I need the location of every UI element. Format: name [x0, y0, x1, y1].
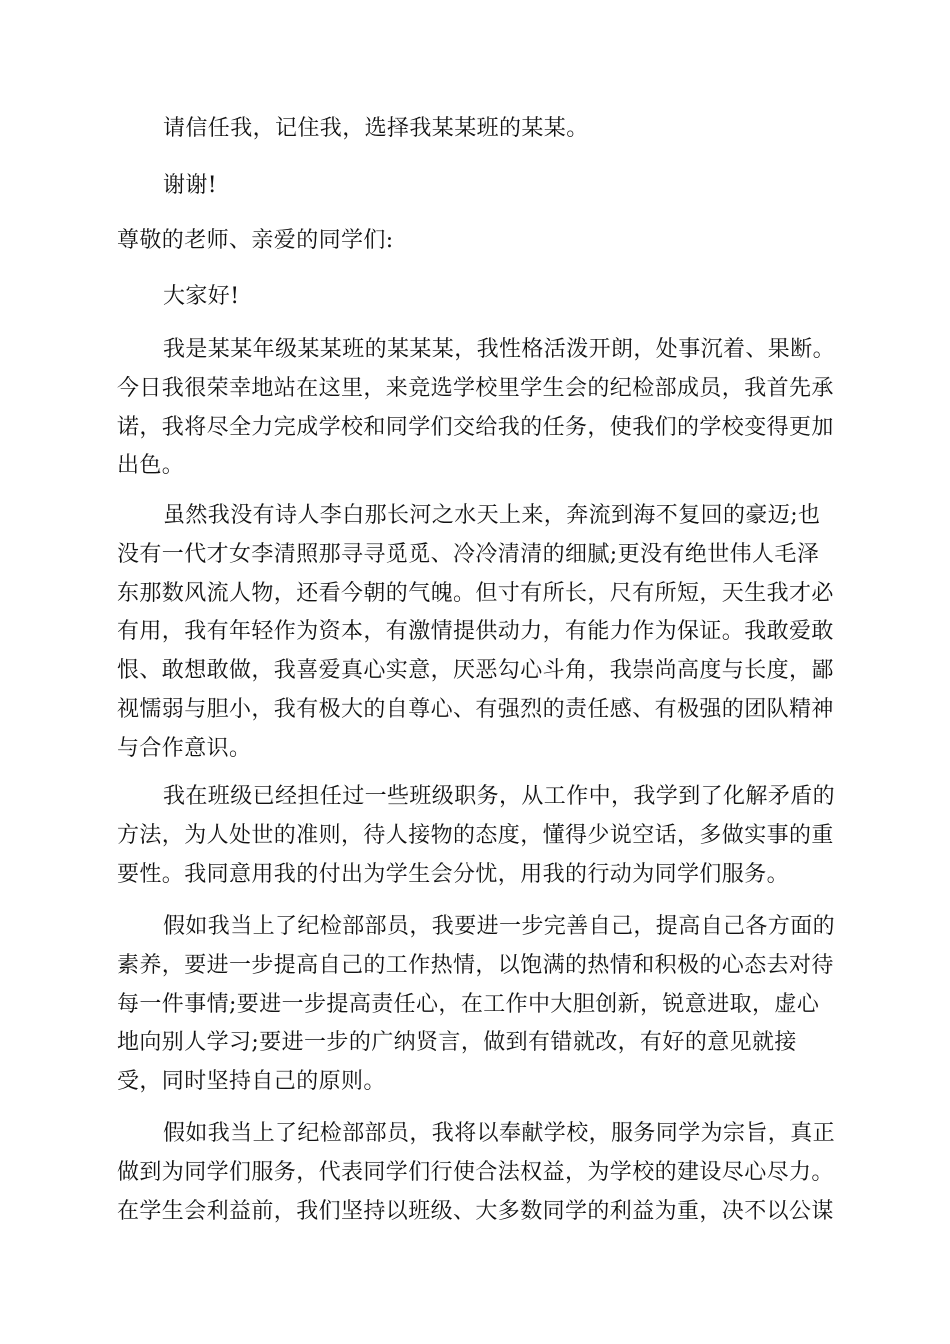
text-line: 今日我很荣幸地站在这里，来竞选学校里学生会的纪检部成员，我首先承: [117, 375, 834, 401]
paragraph-introduction: [117, 331, 837, 486]
paragraph-greeting: [117, 278, 837, 317]
text-line: 我在班级已经担任过一些班级职务，从工作中，我学到了化解矛盾的: [163, 784, 836, 809]
paragraph-plan-improvement: [117, 908, 837, 1102]
text-line: 地向别人学习;要进一步的广纳贤言，做到有错就改，有好的意见就接: [117, 1030, 797, 1056]
text-line: 东那数风流人物，还看今朝的气魄。但寸有所长，尺有所短，天生我才必: [117, 580, 834, 606]
paragraph-qualities: [117, 497, 837, 769]
text-line: 恨、敢想敢做，我喜爱真心实意，厌恶勾心斗角，我崇尚高度与长度，鄙: [117, 658, 834, 684]
text-line: 大家好!: [163, 284, 240, 309]
text-line: 素养，要进一步提高自己的工作热情，以饱满的热情和积极的心态去对待: [117, 952, 834, 978]
text-line: 出色。: [117, 453, 185, 479]
paragraph-closing-request: [117, 110, 837, 149]
paragraph-salutation: [117, 222, 837, 261]
text-line: 每一件事情;要进一步提高责任心，在工作中大胆创新，锐意进取，虚心: [117, 991, 820, 1017]
text-line: 做到为同学们服务，代表同学们行使合法权益，为学校的建设尽心尽力。: [117, 1159, 834, 1185]
text-line: 假如我当上了纪检部部员，我要进一步完善自己，提高自己各方面的: [163, 914, 836, 939]
text-line: 虽然我没有诗人李白那长河之水天上来，奔流到海不复回的豪迈;也: [163, 503, 821, 528]
text-line: 尊敬的老师、亲爱的同学们:: [117, 228, 394, 253]
text-line: 请信任我，记住我，选择我某某班的某某。: [163, 116, 589, 141]
text-line: 与合作意识。: [117, 735, 252, 761]
text-line: 视懦弱与胆小，我有极大的自尊心、有强烈的责任感、有极强的团队精神: [117, 696, 834, 722]
text-line: 方法，为人处世的准则，待人接物的态度，懂得少说空话，多做实事的重: [117, 822, 834, 848]
text-line: 要性。我同意用我的付出为学生会分忧，用我的行动为同学们服务。: [117, 861, 790, 887]
text-line: 在学生会利益前，我们坚持以班级、大多数同学的利益为重，决不以公谋: [117, 1198, 834, 1224]
text-line: 谢谢!: [163, 173, 218, 198]
text-line: 我是某某年级某某班的某某某，我性格活泼开朗，处事沉着、果断。: [163, 337, 836, 362]
text-line: 没有一代才女李清照那寻寻觅觅、冷冷清清的细腻;更没有绝世伟人毛泽: [117, 541, 820, 567]
paragraph-thanks: [117, 167, 837, 206]
paragraph-plan-service: [117, 1115, 837, 1231]
text-line: 有用，我有年轻作为资本，有激情提供动力，有能力作为保证。我敢爱敢: [117, 619, 834, 645]
text-line: 诺，我将尽全力完成学校和同学们交给我的任务，使我们的学校变得更加: [117, 414, 834, 440]
paragraph-experience: [117, 778, 837, 894]
text-line: 假如我当上了纪检部部员，我将以奉献学校，服务同学为宗旨，真正: [163, 1121, 836, 1146]
text-line: 受，同时坚持自己的原则。: [117, 1069, 386, 1095]
